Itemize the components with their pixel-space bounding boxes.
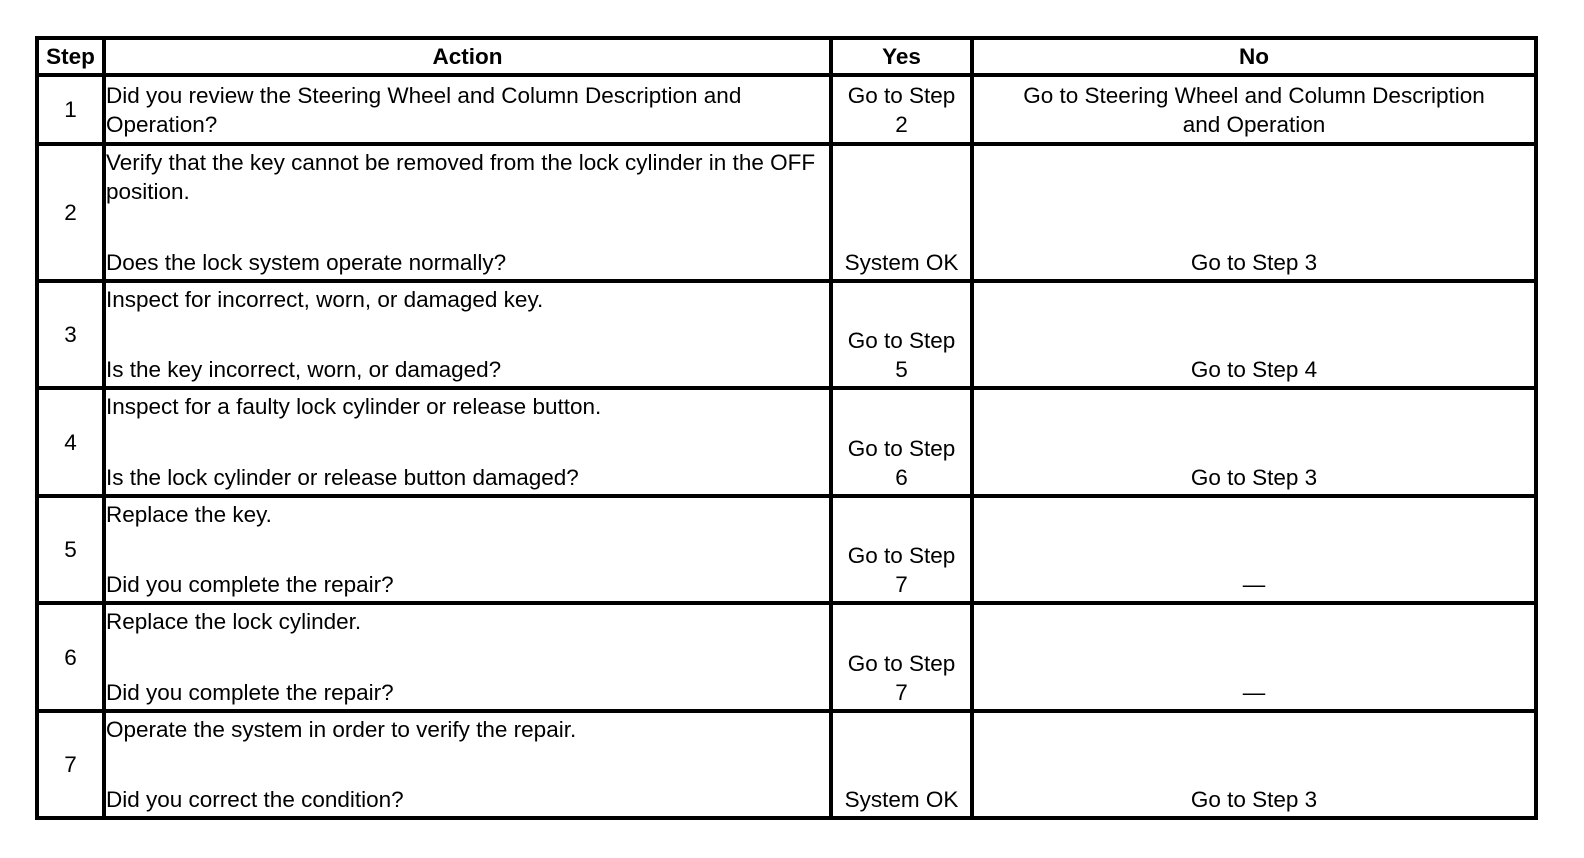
no-result-cell bbox=[972, 388, 1536, 496]
no-result: — bbox=[1242, 680, 1266, 705]
action-question: Did you complete the repair? bbox=[106, 572, 394, 597]
step-number: 6 bbox=[37, 603, 104, 711]
no-result-cell bbox=[972, 711, 1536, 818]
yes-result: Go to Step 2 bbox=[831, 75, 972, 144]
yes-result: Go to Step 7 bbox=[847, 543, 956, 597]
no-result-cell bbox=[972, 281, 1536, 388]
action-text: Inspect for incorrect, worn, or damaged key. bbox=[106, 287, 544, 312]
table-row bbox=[37, 603, 1536, 711]
header-no: No bbox=[972, 38, 1536, 75]
step-number: 5 bbox=[37, 496, 104, 603]
action-text: Replace the lock cylinder. bbox=[106, 609, 362, 634]
header-action: Action bbox=[104, 38, 831, 75]
action-question: Did you correct the condition? bbox=[106, 787, 404, 812]
yes-result-cell bbox=[831, 281, 972, 388]
yes-result: Go to Step 7 bbox=[847, 651, 956, 705]
action-text: Inspect for a faulty lock cylinder or release button. bbox=[106, 394, 602, 419]
action-cell bbox=[104, 496, 831, 603]
table-row bbox=[37, 496, 1536, 603]
no-result-cell bbox=[972, 144, 1536, 281]
yes-result: System OK bbox=[844, 250, 959, 275]
yes-result-cell bbox=[831, 711, 972, 818]
yes-result: System OK bbox=[844, 787, 959, 812]
no-result: Go to Step 3 bbox=[1190, 250, 1318, 275]
yes-result-cell bbox=[831, 496, 972, 603]
table-row bbox=[37, 75, 1536, 144]
step-number: 2 bbox=[37, 144, 104, 281]
step-number: 4 bbox=[37, 388, 104, 496]
header-step: Step bbox=[37, 38, 104, 75]
action-cell bbox=[104, 281, 831, 388]
action-question: Is the lock cylinder or release button damaged? bbox=[106, 465, 579, 490]
step-number: 7 bbox=[37, 711, 104, 818]
action-text: Verify that the key cannot be removed from the lock cylinder in the OFF position. bbox=[106, 150, 816, 204]
no-result: — bbox=[1242, 572, 1266, 597]
action-text: Operate the system in order to verify the repair. bbox=[106, 717, 577, 742]
yes-result: Go to Step 5 bbox=[847, 328, 956, 382]
table-row bbox=[37, 144, 1536, 281]
table-row bbox=[37, 388, 1536, 496]
yes-result: Go to Step 6 bbox=[847, 436, 956, 490]
no-result: Go to Step 3 bbox=[1190, 465, 1318, 490]
action-question: Did you complete the repair? bbox=[106, 680, 394, 705]
action-cell bbox=[104, 75, 831, 144]
table-row bbox=[37, 711, 1536, 818]
no-result: Go to Step 3 bbox=[1190, 787, 1318, 812]
step-number: 1 bbox=[37, 75, 104, 144]
no-result: Go to Steering Wheel and Column Description and Operation bbox=[972, 75, 1536, 144]
diagnostic-table bbox=[35, 36, 1538, 820]
no-result-cell bbox=[972, 603, 1536, 711]
yes-result-cell bbox=[831, 144, 972, 281]
action-text: Did you review the Steering Wheel and Column Description and Operation? bbox=[106, 82, 742, 137]
step-number: 3 bbox=[37, 281, 104, 388]
action-cell bbox=[104, 603, 831, 711]
table-row bbox=[37, 281, 1536, 388]
action-cell bbox=[104, 144, 831, 281]
no-result-cell bbox=[972, 496, 1536, 603]
action-cell bbox=[104, 388, 831, 496]
yes-result-cell bbox=[831, 388, 972, 496]
header-row bbox=[37, 38, 1536, 75]
action-question: Is the key incorrect, worn, or damaged? bbox=[106, 357, 502, 382]
action-question: Does the lock system operate normally? bbox=[106, 250, 507, 275]
action-text: Replace the key. bbox=[106, 502, 272, 527]
no-result: Go to Step 4 bbox=[1190, 357, 1318, 382]
yes-result-cell bbox=[831, 603, 972, 711]
action-cell bbox=[104, 711, 831, 818]
header-yes: Yes bbox=[831, 38, 972, 75]
